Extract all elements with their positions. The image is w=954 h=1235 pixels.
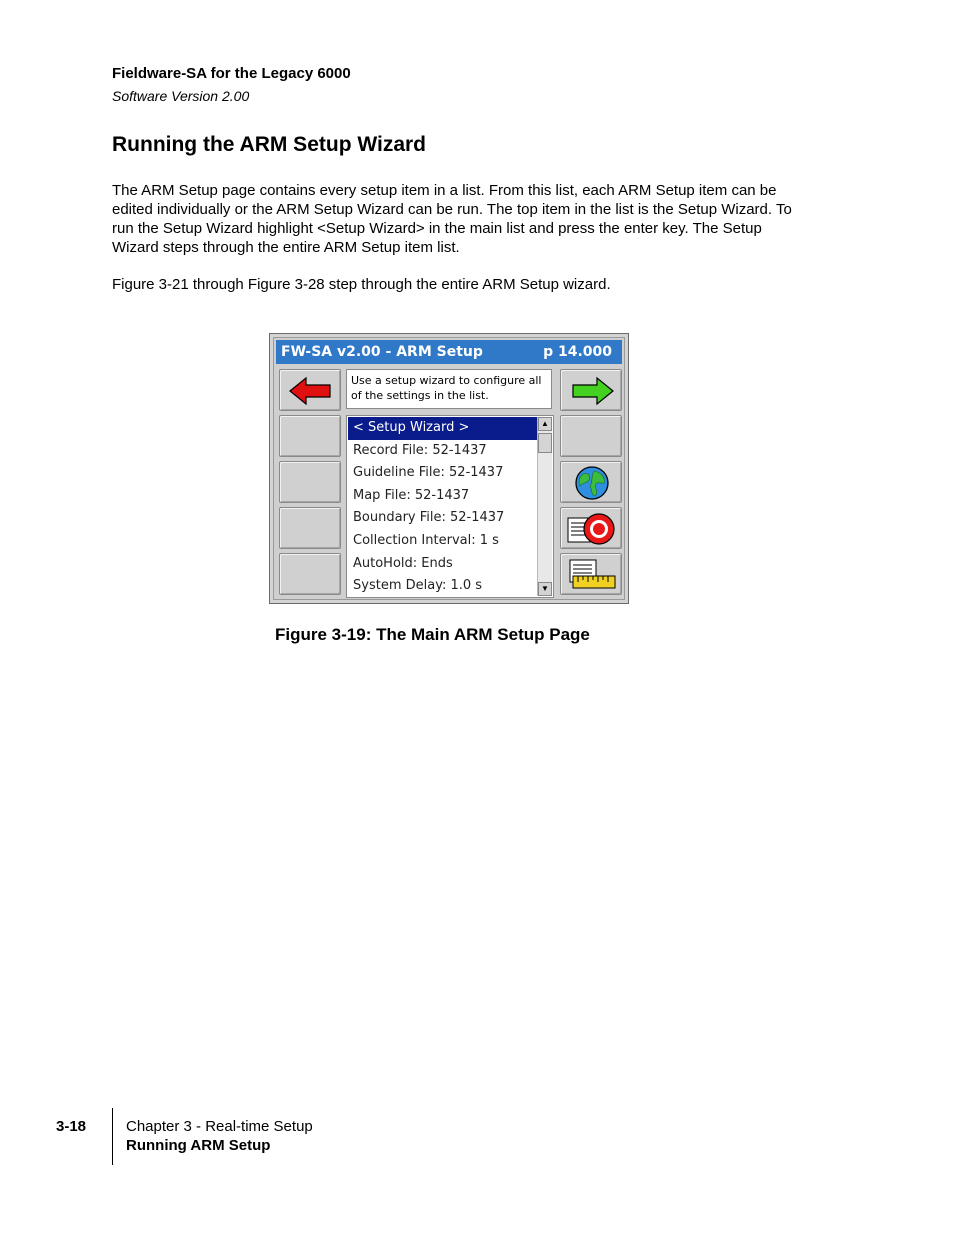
list-item-setup-wizard[interactable]: < Setup Wizard > xyxy=(348,417,538,440)
section-title: Running the ARM Setup Wizard xyxy=(112,133,427,156)
right-softkey-2[interactable] xyxy=(560,415,622,457)
footer-divider xyxy=(112,1108,113,1165)
running-header-title: Fieldware-SA for the Legacy 6000 xyxy=(112,65,351,82)
help-message-box: Use a setup wizard to configure all of the settings in the list. xyxy=(346,369,552,409)
list-item[interactable]: AutoHold: Ends xyxy=(353,555,453,571)
setup-item-list[interactable] xyxy=(346,415,554,598)
left-softkey-3[interactable] xyxy=(279,461,341,503)
screen-frame xyxy=(273,337,625,600)
left-softkey-2[interactable] xyxy=(279,415,341,457)
measure-button[interactable] xyxy=(560,553,622,595)
pressure-readout: p 14.000 xyxy=(543,344,612,360)
gps-button[interactable] xyxy=(560,461,622,503)
back-button[interactable] xyxy=(279,369,341,411)
globe-icon xyxy=(561,462,623,504)
scroll-up-button[interactable]: ▲ xyxy=(538,417,552,431)
body-paragraph-1: The ARM Setup page contains every setup item in a list. From this list, each ARM Setup item can be edited individually or the ARM Setup Wizard can be run. The top item in the list is the Setup Wizard. To run the Setup Wizard highlight <Setup Wizard> in the main list and press the enter key. The Setup Wizard steps through the entire ARM Setup item list. xyxy=(112,182,792,256)
target-icon xyxy=(561,508,623,550)
setup-list-items xyxy=(348,417,538,598)
footer-section: Running ARM Setup xyxy=(126,1137,271,1154)
left-softkey-5[interactable] xyxy=(279,553,341,595)
scroll-thumb[interactable] xyxy=(538,433,552,453)
red-left-arrow-icon xyxy=(280,370,342,412)
ruler-document-icon xyxy=(561,554,623,596)
target-button[interactable] xyxy=(560,507,622,549)
body-paragraph-2: Figure 3-21 through Figure 3-28 step through the entire ARM Setup wizard. xyxy=(112,276,611,293)
running-header-subtitle: Software Version 2.00 xyxy=(112,88,250,104)
list-item[interactable]: System Delay: 1.0 s xyxy=(353,578,483,594)
figure-caption: Figure 3-19: The Main ARM Setup Page xyxy=(275,625,590,644)
list-item[interactable]: Guideline File: 52-1437 xyxy=(353,465,504,481)
screen-title: FW-SA v2.00 - ARM Setup xyxy=(281,344,483,360)
left-softkey-4[interactable] xyxy=(279,507,341,549)
list-item[interactable]: Boundary File: 52-1437 xyxy=(353,510,505,526)
forward-button[interactable] xyxy=(560,369,622,411)
list-item[interactable]: Map File: 52-1437 xyxy=(353,487,470,503)
list-item[interactable]: Collection Interval: 1 s xyxy=(353,532,499,548)
scroll-down-button[interactable]: ▼ xyxy=(538,582,552,596)
list-scrollbar[interactable] xyxy=(537,417,552,596)
green-right-arrow-icon xyxy=(561,370,623,412)
arm-setup-screen-figure xyxy=(269,333,629,604)
page-number: 3-18 xyxy=(56,1118,87,1135)
screen-titlebar xyxy=(276,340,622,364)
footer-chapter: Chapter 3 - Real-time Setup xyxy=(126,1118,313,1135)
list-item[interactable]: Record File: 52-1437 xyxy=(353,442,487,458)
